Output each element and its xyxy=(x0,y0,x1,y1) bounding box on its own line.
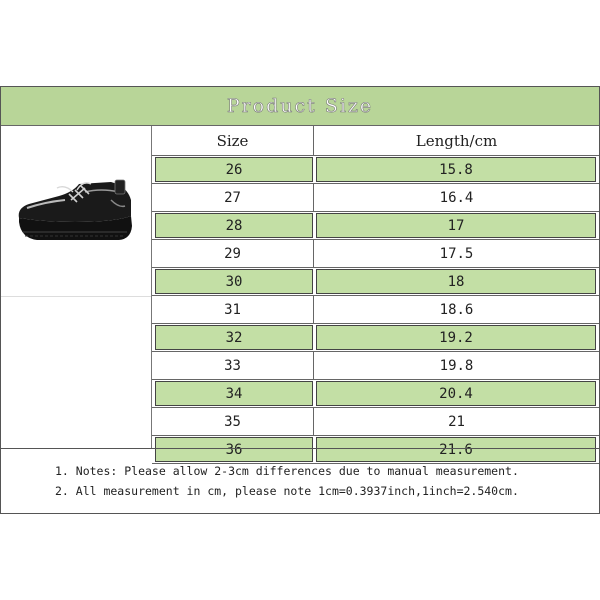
size-cell: 34 xyxy=(155,381,313,406)
table-row xyxy=(152,240,599,268)
table-row xyxy=(152,380,599,408)
table-row xyxy=(152,156,599,184)
table-row xyxy=(152,408,599,436)
size-cell: 26 xyxy=(155,157,313,182)
length-cell: 21 xyxy=(448,413,465,430)
size-cell: 32 xyxy=(155,325,313,350)
length-cell: 21.6 xyxy=(316,437,596,462)
length-header: Length/cm xyxy=(415,131,498,150)
table-row xyxy=(152,352,599,380)
title-bar xyxy=(1,87,599,126)
size-cell: 33 xyxy=(152,352,314,379)
table-row xyxy=(152,268,599,296)
note-line: 2. All measurement in cm, please note 1cm=0.3937inch,1inch=2.540cm. xyxy=(55,484,519,498)
size-table xyxy=(152,126,599,464)
table-row xyxy=(152,296,599,324)
table-row xyxy=(152,324,599,352)
product-image-cell xyxy=(1,126,152,297)
shoe-image xyxy=(15,178,137,244)
size-cell: 35 xyxy=(152,408,314,435)
empty-cell xyxy=(1,296,152,448)
length-cell: 17.5 xyxy=(439,245,474,262)
length-cell: 15.8 xyxy=(316,157,596,182)
table-row xyxy=(152,212,599,240)
size-cell: 31 xyxy=(152,296,314,323)
length-cell: 17 xyxy=(316,213,596,238)
length-cell: 16.4 xyxy=(439,189,474,206)
size-cell: 30 xyxy=(155,269,313,294)
size-chart xyxy=(0,86,600,514)
size-cell: 28 xyxy=(155,213,313,238)
table-header-row xyxy=(152,126,599,156)
chart-title: Product Size xyxy=(226,95,374,117)
length-cell: 20.4 xyxy=(316,381,596,406)
size-cell: 36 xyxy=(155,437,313,462)
size-cell: 27 xyxy=(152,184,314,211)
length-cell: 18 xyxy=(316,269,596,294)
table-row xyxy=(152,184,599,212)
length-cell: 18.6 xyxy=(439,301,474,318)
size-header: Size xyxy=(152,126,314,155)
note-line: 1. Notes: Please allow 2-3cm differences due to manual measurement. xyxy=(55,464,519,478)
length-cell: 19.8 xyxy=(439,357,474,374)
notes xyxy=(1,448,599,513)
length-cell: 19.2 xyxy=(316,325,596,350)
size-cell: 29 xyxy=(152,240,314,267)
